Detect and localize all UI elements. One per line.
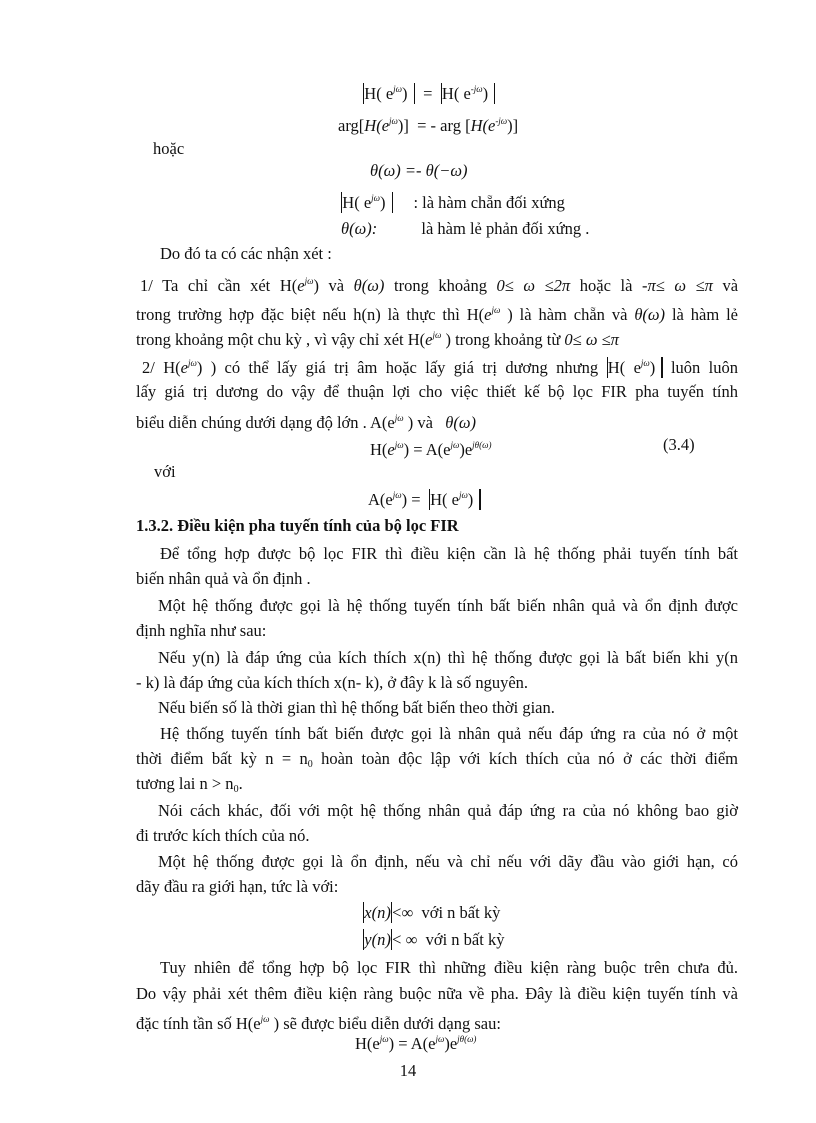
eq-text: θ(ω):: [341, 219, 378, 238]
eq-text: =: [423, 84, 433, 103]
t: jω: [491, 305, 501, 315]
t: ) trong khoảng từ: [445, 330, 561, 349]
t: -π≤ ω ≤π: [641, 276, 713, 295]
t: 2/ H(: [142, 358, 181, 377]
remark-2-line-3: [136, 407, 476, 434]
t: jω: [432, 330, 442, 340]
t: e: [387, 440, 395, 459]
abs-bar: [479, 489, 480, 510]
equation-number: (3.4): [663, 435, 695, 454]
equation-frequency-response-final: [355, 1028, 476, 1055]
t: 0: [307, 759, 313, 770]
para-8-line-1: Tuy nhiên để tổng hợp bộ lọc FIR thì những điều kiện ràng buộc trên chưa đủ.: [160, 958, 738, 977]
t: jω: [392, 490, 402, 500]
t: e: [425, 330, 433, 349]
para-5-line-3: [136, 773, 243, 801]
t: ) là hàm chẵn và: [507, 305, 628, 324]
equation-theta-odd-desc: [341, 218, 589, 240]
para-6-line-1: Nói cách khác, đối với một hệ thống nhân quả đáp ứng ra của nó không bao giờ: [158, 801, 738, 820]
abs-bar: [494, 83, 495, 104]
t: e: [484, 305, 492, 324]
para-3-line-1: Nếu y(n) là đáp ứng của kích thích x(n) thì hệ thống được gọi là bất biến khi y(n: [158, 648, 738, 667]
para-5-line-2: [136, 748, 738, 776]
t: tương lai n > n: [136, 774, 234, 793]
abs-bar: [414, 83, 415, 104]
t: ) sẽ được biểu diễn dưới dạng sau:: [273, 1014, 501, 1033]
page-number: 14: [399, 1061, 417, 1080]
t: )e: [459, 440, 473, 459]
eq-exp: jω: [389, 116, 398, 126]
t: θ(ω): [445, 413, 477, 432]
t: là hàm lẻ: [671, 305, 739, 324]
section-heading: 1.3.2. Điều kiện pha tuyến tính của bộ lọc FIR: [136, 516, 459, 535]
eq-part: jω: [435, 1034, 445, 1044]
t: 0≤ ω ≤2π: [496, 276, 571, 295]
t: jθ(ω): [472, 440, 492, 450]
t: jω: [458, 490, 468, 500]
t: ) và: [313, 276, 345, 295]
t: jω: [394, 413, 404, 423]
t: H( e: [430, 490, 459, 509]
equation-bounded-input: [363, 902, 500, 924]
t: jω: [640, 358, 650, 368]
hoac-text: hoặc: [153, 139, 185, 158]
t: trong khoảng một chu kỳ , vì vậy chỉ xét H(: [136, 330, 426, 349]
eq-text: H(e: [470, 116, 496, 135]
para-3-line-2: - k) là đáp ứng của kích thích x(n- k), ở đây k là số nguyên.: [136, 673, 529, 692]
t: hoặc là: [579, 276, 633, 295]
eq-part: H(e: [355, 1034, 380, 1053]
para-2-line-2: định nghĩa như sau:: [136, 621, 267, 640]
para-8-line-2: Do vậy phải xét thêm điều kiện ràng buộc nữa về pha. Đây là điều kiện tuyến tính và: [136, 984, 738, 1003]
t: ) = A(e: [403, 440, 451, 459]
t: θ(ω): [634, 305, 666, 324]
remark-1-line-3: [136, 324, 619, 351]
t: thời điểm bất kỳ n = n: [136, 749, 308, 768]
t: jω: [187, 358, 197, 368]
eq-desc: : là hàm chẵn đối xứng: [413, 193, 565, 212]
eq-exp: jω: [371, 193, 381, 203]
para-5-line-1: Hệ thống tuyến tính bất biến được gọi là nhân quả nếu đáp ứng ra của nó ở một: [160, 724, 738, 743]
t: với n bất kỳ: [421, 903, 501, 922]
equation-theta-odd: θ(ω) =- θ(−ω): [370, 161, 468, 180]
t: jω: [450, 440, 460, 450]
para-7-line-1: Một hệ thống được gọi là ổn định, nếu và chỉ nếu với dãy đầu vào giới hạn, có: [158, 852, 738, 871]
t: < ∞: [392, 930, 418, 949]
eq-text: H( e: [364, 84, 394, 103]
t: ) có thể lấy giá trị âm hoặc lấy giá trị dương nhưng: [210, 358, 599, 377]
t: H( e: [607, 358, 641, 377]
t: 0: [233, 784, 239, 795]
t: với n bất kỳ: [425, 930, 505, 949]
t: A(e: [368, 490, 393, 509]
t: ) và: [407, 413, 433, 432]
t: biểu diễn chúng dưới dạng độ lớn . A(e: [136, 413, 395, 432]
t: H(: [370, 440, 388, 459]
t: jω: [260, 1014, 270, 1024]
t: jω: [394, 440, 404, 450]
t: x(n): [364, 903, 391, 922]
t: luôn luôn: [670, 358, 739, 377]
t: và: [722, 276, 739, 295]
remark-2-line-2: lấy giá trị dương do vậy để thuận lợi cho việc thiết kế bộ lọc FIR pha tuyến tính: [136, 382, 738, 401]
eq-text: arg: [338, 116, 359, 135]
remark-1-line-1: [140, 270, 738, 297]
t: 1/ Ta chỉ cần xét H(: [140, 276, 298, 295]
para-1-line-1: Để tổng hợp được bộ lọc FIR thì điều kiện cần là hệ thống phải tuyến tính bất: [160, 544, 738, 563]
t: 0≤ ω ≤π: [564, 330, 619, 349]
equation-magnitude-symmetry: H( $e^{j\omega}) = H$( $e^{-j\omega}$): [363, 78, 495, 105]
eq-desc: là hàm lẻ phản đối xứng .: [421, 219, 590, 238]
eq-text: = - arg: [417, 116, 461, 135]
t: y(n): [364, 930, 391, 949]
t: e: [297, 276, 305, 295]
abs-bar: [392, 192, 393, 213]
t: e: [180, 358, 188, 377]
eq-text: H( e: [342, 193, 372, 212]
remark-2-line-1: 2/ $H(e^{j\omega})$ ) có thể lấy giá trị âm hoặc lấy giá trị dương nhưng H( $e^{j\omega}$) luôn luôn: [142, 358, 739, 377]
t: hoàn toàn độc lập với kích thích của nó ở các thời điểm: [321, 749, 738, 768]
t: trong trường hợp đặc biệt nếu h(n) là thực thì H(: [136, 305, 485, 324]
eq-exp: -jω: [470, 84, 483, 94]
abs-bar: [661, 357, 662, 378]
eq-part: jω: [379, 1034, 389, 1044]
t: ) =: [401, 490, 421, 509]
equation-bounded-output: [363, 929, 504, 951]
remark-1-line-2: [136, 299, 738, 326]
equation-amplitude: $A(e^{j\omega}) = H$( $e^{j\omega}$): [368, 484, 481, 511]
t: <∞: [392, 903, 414, 922]
t: jω: [304, 276, 314, 286]
t: .: [238, 774, 243, 793]
eq-part: jθ(ω): [457, 1034, 477, 1044]
para-2-line-1: Một hệ thống được gọi là hệ thống tuyến tính bất biến nhân quả và ổn định được: [158, 596, 738, 615]
t: θ(ω): [353, 276, 385, 295]
voi-text: với: [154, 462, 176, 481]
eq-part: )e: [444, 1034, 458, 1053]
eq-part: ) = A(e: [388, 1034, 436, 1053]
t: ): [649, 358, 656, 377]
t: trong khoảng: [393, 276, 487, 295]
eq-exp: -jω: [495, 116, 508, 126]
para-7-line-2: dãy đầu ra giới hạn, tức là với:: [136, 877, 339, 896]
eq-text: H(e: [364, 116, 390, 135]
para-4: Nếu biến số là thời gian thì hệ thống bất biến theo thời gian.: [158, 698, 555, 717]
eq-exp: jω: [393, 84, 403, 94]
t: đặc tính tần số H(e: [136, 1014, 261, 1033]
equation-magnitude-even: H( $e^{j\omega}$) : là hàm chẵn đối xứng: [342, 193, 565, 212]
equation-3-4: [370, 434, 491, 461]
para-6-line-2: đi trước kích thích của nó.: [136, 826, 310, 845]
intro-text: Do đó ta có các nhận xét :: [160, 244, 332, 263]
equation-arg-antisymmetry: $arg[H(e^{j\omega})]$ = - arg $[H(e^{-j\omega})]$: [338, 116, 519, 135]
para-1-line-2: biến nhân quả và ổn định .: [136, 569, 311, 588]
eq-text: H( e: [441, 84, 471, 103]
